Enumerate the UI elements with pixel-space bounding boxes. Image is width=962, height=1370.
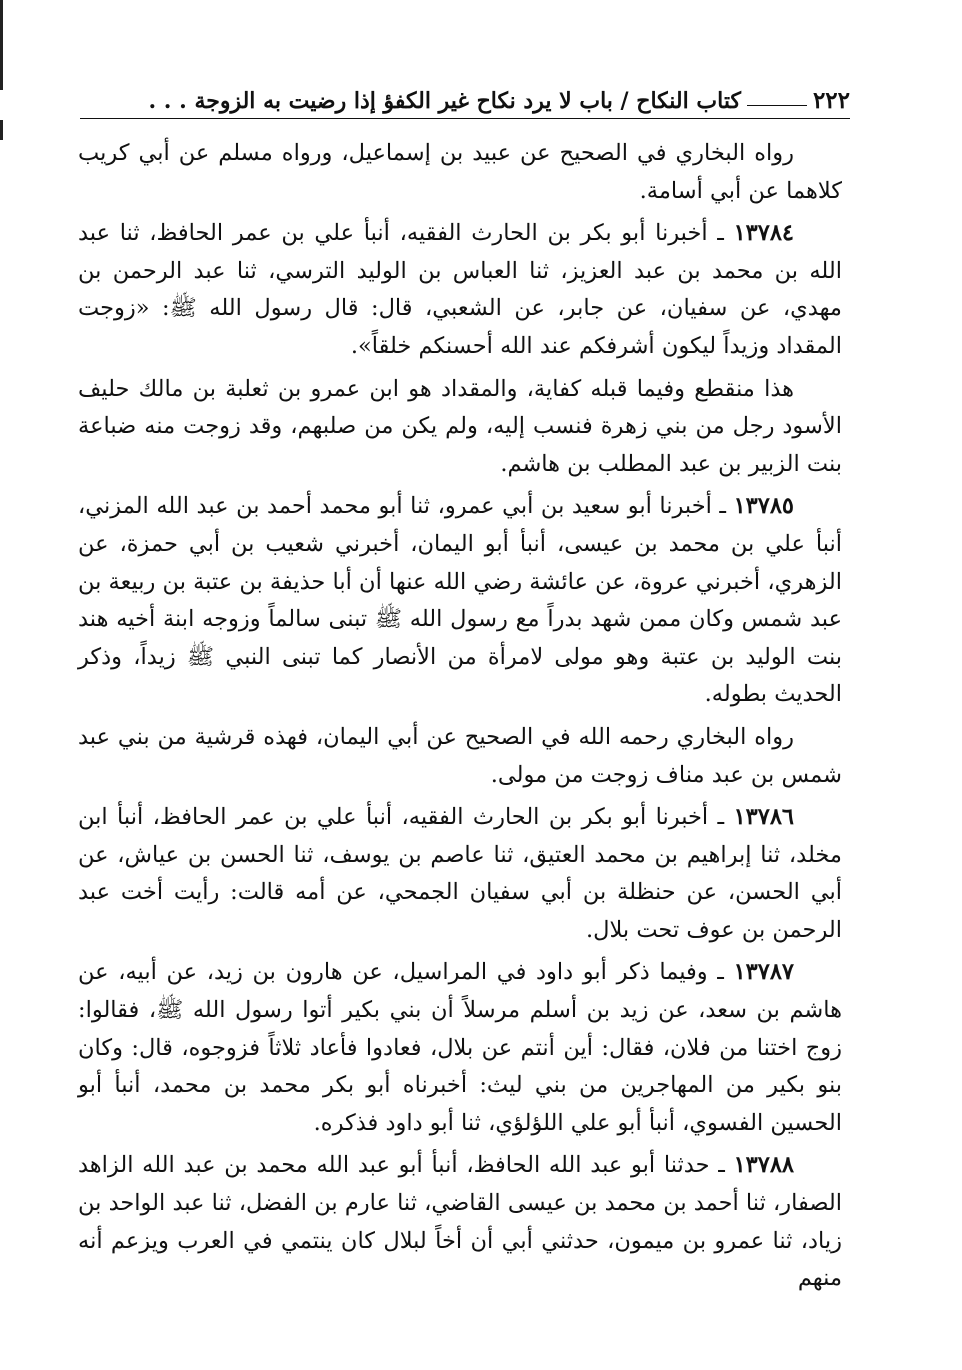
hadith-paragraph xyxy=(78,215,842,365)
paragraph xyxy=(78,719,842,794)
hadith-paragraph xyxy=(78,799,842,949)
hadith-paragraph xyxy=(78,488,842,714)
text-body xyxy=(78,135,842,1303)
hadith-number: ١٣٧٨٤ xyxy=(733,220,794,247)
hadith-paragraph xyxy=(78,1147,842,1297)
paragraph-text: ـ أخبرنا أبو سعيد بن أبي عمرو، ثنا أبو محمد أحمد بن عبد الله المزني، أنبأ علي بن محمد بن عيسى، أنبأ أبو اليمان، أخبرني شعيب بن أبي حمزة، عن الزهري، أخبرني عروة، عن عائشة رضي الله عنها أن أبا حذيفة بن عتبة بن ربيعة بن عبد شمس وكان ممن شهد بدراً مع رسول الله ﷺ تبنى سالماً وزوجه ابنة أخيه هند بنت الوليد بن عتبة وهو مولى لامرأة من الأنصار كما تبنى النبي ﷺ زيداً، وذكر الحديث بطوله. xyxy=(78,493,842,708)
paragraph-text: ـ حدثنا أبو عبد الله الحافظ، أنبأ أبو عبد الله محمد بن عبد الله الزاهد الصفار، ثنا أحمد بن محمد بن عيسى القاضي، ثنا عارم بن الفضل، ثنا عبد الواحد بن زياد، ثنا عمرو بن ميمون، حدثني أبي أن أخاً لبلال كان ينتمي في العرب ويزعم أنه منهم xyxy=(78,1152,842,1292)
paragraph xyxy=(78,371,842,484)
running-title: كتاب النكاح / باب لا يرد نكاح غير الكفؤ إذا رضيت به الزوجة . . . xyxy=(148,88,741,114)
hadith-number: ١٣٧٨٦ xyxy=(733,804,794,831)
paragraph-text: ـ وفيما ذكر أبو داود في المراسيل، عن هارون بن زيد، عن أبيه، عن هاشم بن سعد، عن زيد بن أسلم مرسلاً أن بني بكير أتوا رسول الله ﷺ، فقالوا: زوج اختنا من فلان، فقال: أين أنتم عن بلال، فعادوا فأعاد ثلاثاً فزوجوه، قال: وكان بنو بكير من المهاجرين من بني ليث: أخبرناه أبو بكر محمد بن محمد، أنبأ أبو الحسين الفسوي، أنبأ أبو علي اللؤلؤي، ثنا أبو داود فذكره. xyxy=(78,959,842,1136)
paragraph-text: رواه البخاري رحمه الله في الصحيح عن أبي اليمان، فهذه قرشية من بني عبد شمس بن عبد مناف زوجت من مولى. xyxy=(78,723,842,788)
page-number: ٢٢٢ xyxy=(812,87,850,114)
paragraph-text: رواه البخاري في الصحيح عن عبيد بن إسماعيل، ورواه مسلم عن أبي كريب كلاهما عن أبي أسامة. xyxy=(78,140,842,204)
binding-edge-mark xyxy=(0,120,3,140)
paragraph-text: ـ أخبرنا أبو بكر بن الحارث الفقيه، أنبأ علي بن عمر الحافظ، أنبأ ابن مخلد، ثنا إبراهيم بن محمد العتيق، ثنا عاصم بن يوسف، ثنا الحسن بن عياش، عن أبي الحسن، عن حنظلة بن أبي سفيان الجمحي، عن أمه قالت: رأيت أخت عبد الرحمن بن عوف تحت بلال. xyxy=(78,804,842,943)
page-header xyxy=(80,78,850,119)
header-rule xyxy=(747,105,807,106)
paragraph-text: ـ أخبرنا أبو بكر بن الحارث الفقيه، أنبأ علي بن عمر الحافظ، ثنا عبد الله بن محمد بن عبد العزيز، ثنا العباس بن الوليد الترسي، ثنا عبد الرحمن بن مهدي، عن سفيان، عن جابر، عن الشعبي، قال: قال رسول الله ﷺ: «زوجت المقداد وزيداً ليكون أشرفكم عند الله أحسنكم خلقاً». xyxy=(78,220,842,359)
hadith-number: ١٣٧٨٧ xyxy=(733,959,794,986)
hadith-paragraph xyxy=(78,954,842,1142)
hadith-number: ١٣٧٨٨ xyxy=(733,1152,794,1179)
binding-edge-mark xyxy=(0,0,3,90)
paragraph-text: هذا منقطع وفيما قبله كفاية، والمقداد هو ابن عمرو بن ثعلبة بن مالك حليف الأسود رجل من بني زهرة فنسب إليه، ولم يكن من صلبهم، وقد زوجت منه ضباعة بنت الزبير بن عبد المطلب بن هاشم. xyxy=(78,375,842,477)
hadith-number: ١٣٧٨٥ xyxy=(733,493,794,520)
paragraph xyxy=(78,135,842,210)
